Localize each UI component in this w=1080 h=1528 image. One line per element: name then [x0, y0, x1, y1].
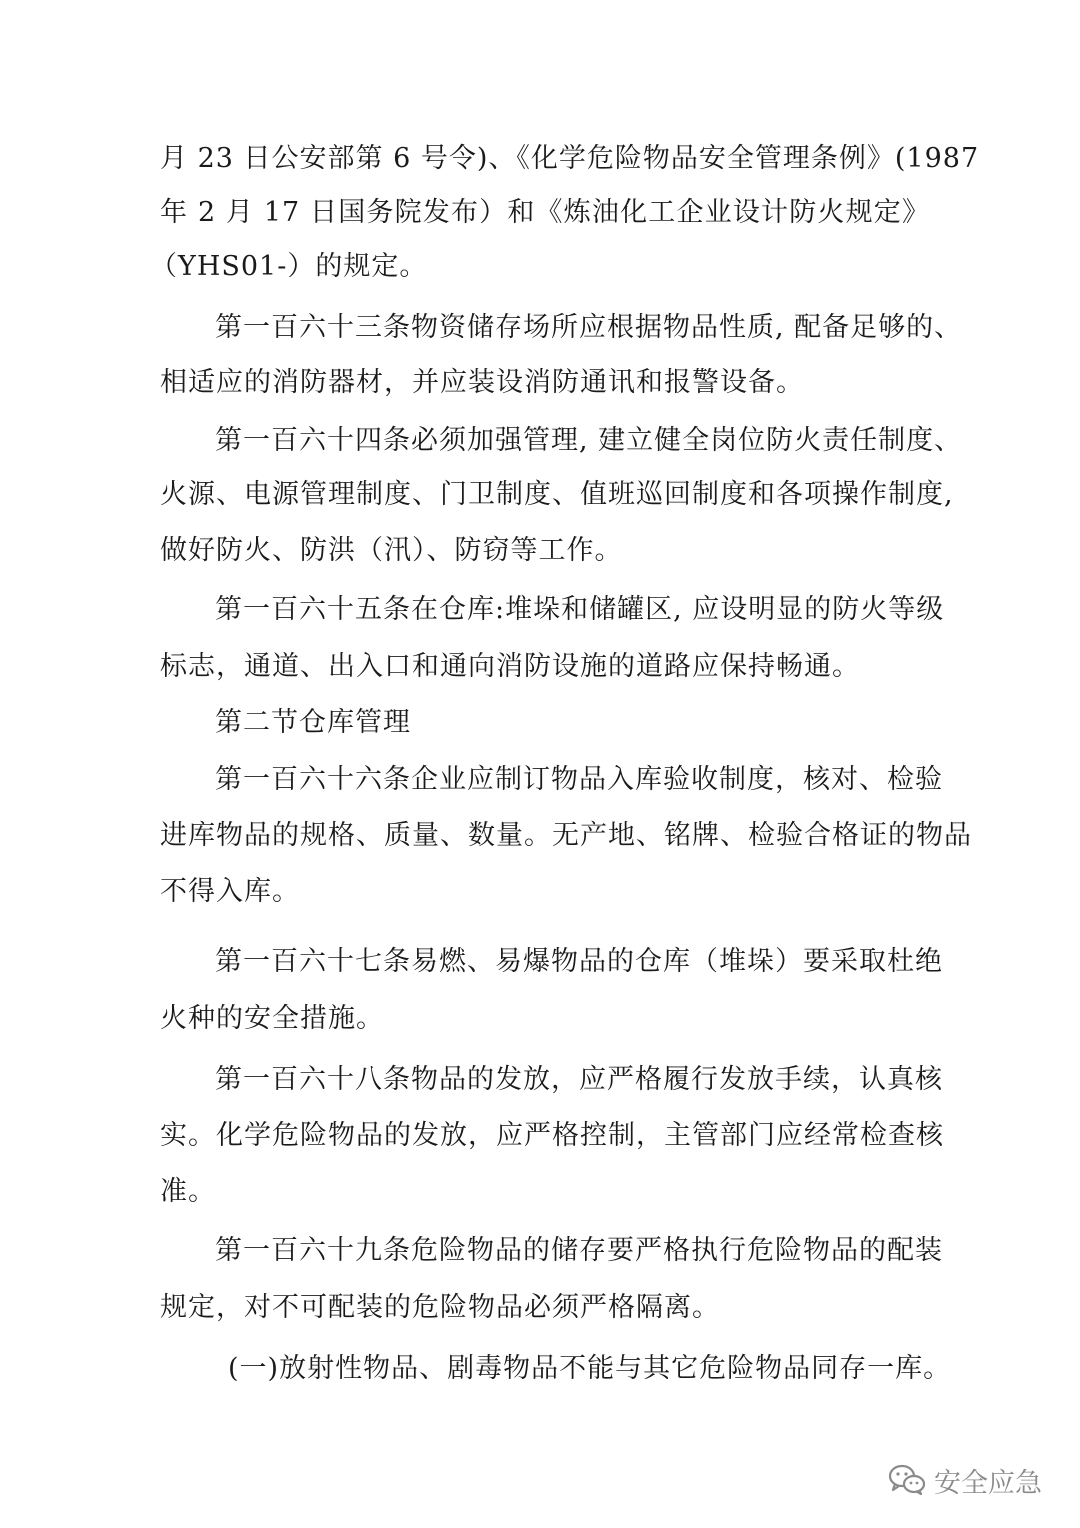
- list-item: (一)放射性物品、剧毒物品不能与其它危险物品同存一库。: [228, 1353, 952, 1384]
- paragraph-first-line: 第一百六十六条企业应制订物品入库验收制度，核对、检验: [215, 764, 943, 795]
- paragraph-first-line: 第一百六十八条物品的发放，应严格履行发放手续，认真核: [215, 1064, 943, 1095]
- paragraph-first-line: 第一百六十三条物资储存场所应根据物品性质, 配备足够的、: [215, 312, 963, 343]
- text-line: （YHS01-）的规定。: [150, 251, 428, 282]
- text-line: 相适应的消防器材，并应装设消防通讯和报警设备。: [160, 367, 804, 398]
- text-line: 做好防火、防洪（汛）、防窃等工作。: [160, 535, 623, 566]
- watermark-text: 安全应急: [934, 1467, 1042, 1499]
- text-line: 火源、电源管理制度、门卫制度、值班巡回制度和各项操作制度,: [160, 479, 954, 510]
- text-line: 准。: [160, 1176, 216, 1207]
- section-heading: 第二节仓库管理: [215, 707, 411, 738]
- text-line: 实。化学危险物品的发放，应严格控制，主管部门应经常检查核: [160, 1120, 944, 1151]
- paragraph-first-line: 第一百六十四条必须加强管理, 建立健全岗位防火责任制度、: [215, 425, 963, 456]
- text-line: 标志，通道、出入口和通向消防设施的道路应保持畅通。: [160, 651, 860, 682]
- text-line: 月 23 日公安部第 6 号令)、《化学危险物品安全管理条例》(1987: [160, 143, 980, 174]
- text-line: 火种的安全措施。: [160, 1003, 384, 1034]
- text-line: 进库物品的规格、质量、数量。无产地、铭牌、检验合格证的物品: [160, 820, 972, 851]
- text-line: 不得入库。: [160, 876, 300, 907]
- wechat-icon: [888, 1464, 926, 1496]
- text-line: 年 2 月 17 日国务院发布）和《炼油化工企业设计防火规定》: [160, 197, 930, 228]
- paragraph-first-line: 第一百六十九条危险物品的储存要严格执行危险物品的配装: [215, 1235, 943, 1266]
- paragraph-first-line: 第一百六十七条易燃、易爆物品的仓库（堆垛）要采取杜绝: [215, 946, 943, 977]
- watermark: [888, 1458, 1042, 1502]
- text-line: 规定，对不可配装的危险物品必须严格隔离。: [160, 1292, 720, 1323]
- paragraph-first-line: 第一百六十五条在仓库:堆垛和储罐区, 应设明显的防火等级: [215, 594, 945, 625]
